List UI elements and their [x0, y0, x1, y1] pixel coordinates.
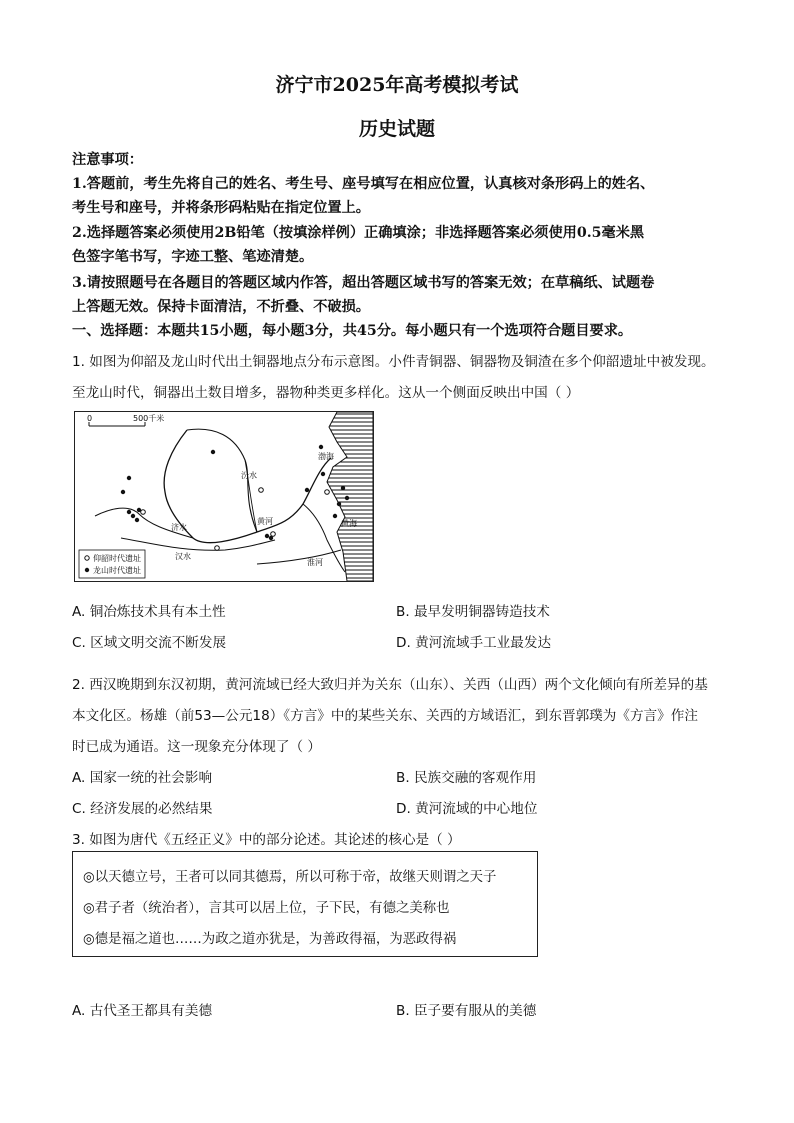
question-2-option-d: D. 黄河流域的中心地位 [396, 801, 538, 817]
question-2-stem: 本文化区。杨雄（前53—公元18）《方言》中的某些关东、关西的方域语汇，到东晋郭璞为《方言》作注 [72, 708, 698, 724]
label-huanghe: 黄河 [257, 517, 273, 526]
question-2-option-a: A. 国家一统的社会影响 [72, 770, 213, 786]
notice-line: 考生号和座号，并将条形码粘贴在指定位置上。 [72, 200, 370, 216]
notice-line: 2.选择题答案必须使用2B铅笔（按填涂样例）正确填涂；非选择题答案必须使用0.5毫米黑 [72, 225, 645, 241]
label-huaihe: 淮河 [307, 558, 323, 567]
scale-label: 500千米 [133, 414, 165, 423]
question-1-option-a: A. 铜冶炼技术具有本土性 [72, 604, 226, 620]
label-huanghai: 黄海 [341, 519, 357, 528]
label-fenshui: 汾水 [241, 471, 257, 480]
section-heading: 一、选择题：本题共15小题，每小题3分，共45分。每小题只有一个选项符合题目要求。 [72, 323, 633, 339]
question-2-option-b: B. 民族交融的客观作用 [396, 770, 537, 786]
page-title: 济宁市2025年高考模拟考试 [275, 74, 519, 96]
notice-line: 色签字笔书写，字迹工整、笔迹清楚。 [72, 249, 314, 265]
question-3-option-b: B. 臣子要有服从的美德 [396, 1003, 537, 1019]
question-1-stem: 1. 如图为仰韶及龙山时代出土铜器地点分布示意图。小件青铜器、铜器物及铜渣在多个仰韶遗址中被发现。 [72, 354, 715, 370]
question-3-stem: 3. 如图为唐代《五经正义》中的部分论述。其论述的核心是（ ） [72, 832, 461, 848]
label-hanshui: 汉水 [175, 552, 191, 561]
quote-box [72, 851, 538, 957]
question-2-stem: 时已成为通语。这一现象充分体现了（ ） [72, 739, 322, 755]
question-2-stem: 2. 西汉晚期到东汉初期，黄河流域已经大致归并为关东（山东）、关西（山西）两个文化倾向有所差异的基 [72, 677, 708, 693]
question-2-option-c: C. 经济发展的必然结果 [72, 801, 213, 817]
question-1-option-d: D. 黄河流域手工业最发达 [396, 635, 552, 651]
legend-yangshao: 仰韶时代遗址 [93, 554, 141, 563]
notice-line: 1.答题前，考生先将自己的姓名、考生号、座号填写在相应位置，认真核对条形码上的姓名、 [72, 176, 655, 192]
notice-line: 3.请按照题号在各题目的答题区域内作答，超出答题区域书写的答案无效；在草稿纸、试题卷 [72, 275, 655, 291]
question-1-stem: 至龙山时代，铜器出土数目增多，器物种类更多样化。这从一个侧面反映出中国（ ） [72, 385, 580, 401]
notice-line: 上答题无效。保持卡面清洁，不折叠、不破损。 [72, 299, 370, 315]
page-subtitle: 历史试题 [358, 118, 435, 140]
quote-line: ◎以天德立号，王者可以同其德焉，所以可称于帝，故继天则谓之天子 [83, 870, 497, 885]
label-bohai: 渤海 [318, 452, 334, 461]
question-1-option-b: B. 最早发明铜器铸造技术 [396, 604, 550, 620]
quote-line: ◎君子者（统治者），言其可以居上位，子下民，有德之美称也 [83, 901, 450, 916]
label-jishui: 济水 [171, 523, 187, 532]
question-1-option-c: C. 区域文明交流不断发展 [72, 635, 227, 651]
question-3-option-a: A. 古代圣王都具有美德 [72, 1003, 213, 1019]
bronze-sites-map [74, 411, 374, 582]
legend-longshan: 龙山时代遗址 [93, 566, 141, 575]
scale-zero: 0 [87, 414, 93, 423]
quote-line: ◎德是福之道也……为政之道亦犹是，为善政得福，为恶政得祸 [83, 932, 457, 947]
notice-heading: 注意事项： [72, 152, 143, 168]
